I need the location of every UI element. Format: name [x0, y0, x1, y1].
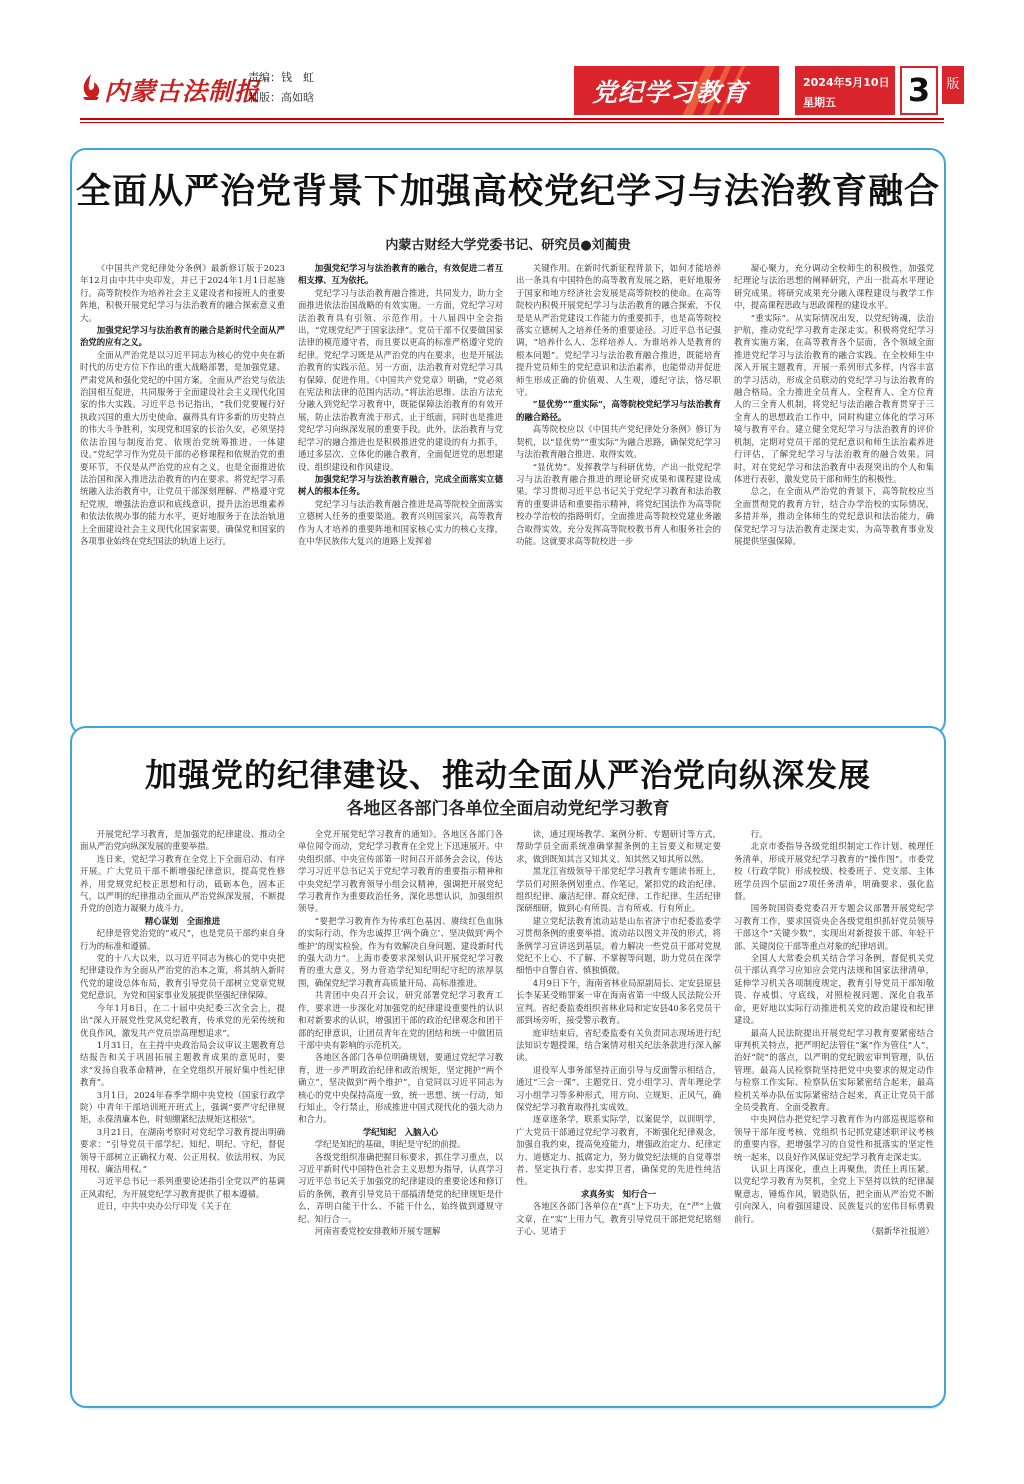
paragraph: 全国人大常委会机关结合学习条例，督促机关党员干部认真学习应知应会党内法规和国家法律清单，延伸学习机关各项制度规定，教育引导党员干部知敬畏、存戒惧、守底线，对照检视问题、深化自我革命，更好地以实际行动推进机关党的政治建设和纪律建设。	[734, 953, 934, 1026]
paragraph: 党的十八大以来，以习近平同志为核心的党中央把纪律建设作为全面从严治党的治本之策，将其纳入新时代党的建设总体布局，教育引导党员干部树立党章党规党纪意识，为党和国家事业发展提供坚强纪律保障。	[80, 953, 285, 1001]
paragraph: 连日来，党纪学习教育在全党上下全面启动、有序开展。广大党员干部不断增强纪律意识，提高党性修养，用党规党纪校正思想和行动，砥砺本色，固本正气，以严明的纪律推动全面从严治党纵深发展，不断提升党的创造力凝聚力战斗力。	[80, 853, 285, 914]
paragraph: 4月9日下午，海南省林业局原副局长、定安县原县长李某某受贿罪案一审在海南省第一中级人民法院公开宣判。省纪委监委组织省林业局和定安县40多名党员干部到场旁听，接受警示教育。	[516, 977, 721, 1026]
paragraph: 共青团中央召开会议，研究部署党纪学习教育工作，要求进一步深化对加强党的纪律建设重要性的认识和对新要求的认识，增强团干部的政治纪律观念和团干部的纪律意识，让团员青年在党的团结和统一中做团员干部中央有影响的示范机关。	[298, 990, 503, 1050]
paragraph: 高等院校应以《中国共产党纪律处分条例》修订为契机，以“显优势”“重实际”为融合思路，确保党纪学习与法治教育融合推进、取得实效。	[516, 424, 721, 460]
paragraph: 河南省委党校安排教师开展专题解	[314, 1226, 441, 1236]
issue-date: 2024年5月10日	[803, 76, 890, 89]
logo-text: 内蒙古法制报	[104, 77, 261, 106]
editor-name: 责编：钱 虹	[248, 71, 314, 84]
article1-byline: 内蒙古财经大学党委书记、研究员●刘蔺贵	[385, 238, 631, 253]
paragraph-heading: 加强党纪学习与法治教育的融合，有效促进二者互相支撑、互为依托。	[298, 263, 503, 286]
article1-column	[516, 262, 721, 726]
newspaper-logo	[80, 70, 261, 106]
paragraph: 近日，中共中央办公厅印发《关于在	[96, 1201, 231, 1212]
header-rule	[80, 118, 944, 120]
section-subheading: 精心谋划 全面推进	[144, 915, 221, 926]
paragraph: 《中国共产党纪律处分条例》最新修订版于2023年12月由中共中央印发，并已于2024年1月1日起施行。高等院校作为培养社会主义建设者和接班人的重要阵地，积极开展党纪学习与法治教育的融合探索意义重大。	[80, 263, 285, 323]
paragraph-heading: 加强党纪学习与法治教育的融合是新时代全面从严治党的应有之义。	[80, 325, 285, 348]
paragraph: 3月1日，2024年春季学期中央党校（国家行政学院）中青年干部培训班开班式上，强调“要严守纪律规矩，永葆清廉本色，时刻绷紧纪法规矩这根弦”。	[80, 1089, 285, 1125]
article1-frame	[70, 148, 946, 736]
article2-column	[516, 828, 721, 1398]
paragraph: 习近平总书记一系列重要论述指引全党以严的基调正风肃纪，为开展党纪学习教育提供了根本遵循。	[80, 1176, 285, 1199]
paragraph: 逐章逐条学，联系实际学，以案促学，以训明学，广大党员干部通过党纪学习教育，不断强化纪律观念，加强自我约束，提高免疫能力，增强政治定力、纪律定力、道德定力、抵腐定力，努力做党纪法规的自觉尊崇者、坚定执行者、忠实捍卫者，确保党的先进性纯洁性。	[516, 1114, 721, 1187]
paragraph: 读，通过现场教学、案例分析、专题研讨等方式，帮助学员全面系统准确掌握条例的主旨要义和规定要求，做到既知其言又知其义、知其然又知其所以然。	[516, 829, 721, 864]
paragraph: 庭审结束后，省纪委监委有关负责同志现场进行纪法知识专题授课，结合案情对相关纪法条款进行深入解读。	[516, 1027, 721, 1063]
paragraph: 黑龙江省级领导干部党纪学习教育专题读书班上，学员们对照条例划重点、作笔记，紧扣党的政治纪律、组织纪律、廉洁纪律、群众纪律、工作纪律、生活纪律深研细研，做到心有所畏、言有所戒、行有所止。	[516, 866, 721, 914]
paragraph: 开展党纪学习教育，是加强党的纪律建设、推动全面从严治党向纵深发展的重要举措。	[80, 829, 285, 852]
issue-weekday: 星期五	[803, 96, 836, 109]
section-banner	[574, 66, 779, 115]
section-title: 党纪学习教育	[592, 78, 749, 107]
paragraph: 北京市委指导各级党组织制定工作计划、梳理任务清单，形成开展党纪学习教育的“操作图”。市委党校（行政学院）形成校级、校委班子、党支部、主体班学员四个层面27项任务清单，明确要求、强化监督。	[734, 841, 934, 902]
paragraph: 党纪学习与法治教育融合推进是高等院校全面落实立德树人任务的重要渠道。教育兴则国家兴，高等教育作为人才培养的重要阵地和国家核心实力的核心支撑，在中华民族伟大复兴的道路上发挥着	[298, 498, 503, 546]
paragraph: “要把学习教育作为传承红色基因、赓续红色血脉的实际行动，作为忠诚捍卫‘两个确立’、坚决做到‘两个维护’的现实检验，作为有效解决自身问题、建设新时代的强大动力”。上海市委要求深刻认识开展党纪学习教育的重大意义，努力营造学纪知纪明纪守纪的浓厚氛围，确保党纪学习教育高质量开局、高标准推进。	[298, 915, 503, 988]
date-box	[795, 66, 895, 115]
article1-title: 全面从严治党背景下加强高校党纪学习与法治教育融合	[75, 171, 940, 212]
paragraph: 凝心聚力，充分调动全校师生的积极性，加强党纪理论与法治思想的阐释研究，产出一批高水平理论研究成果。将研究成果充分融入课程建设与教学工作中，提高课程思政与思政课程的建设水平。	[734, 263, 934, 311]
flame-logo-icon	[80, 73, 102, 101]
paragraph: 学纪是知纪的基础，明纪是守纪的前提。	[314, 1139, 466, 1150]
article2-column	[80, 828, 285, 1398]
paragraph-heading: 加强党纪学习与法治教育融合，完成全面落实立德树人的根本任务。	[298, 473, 503, 497]
paragraph: 中央网信办把党纪学习教育作为内部巡视巡察和领导干部年度考核、党组织书记抓党建述职评议考核的重要内容，把增强学习的自觉性和抵落实的坚定性统一起来，以良好作风保证党纪学习教育走深走实。	[734, 1114, 934, 1162]
paragraph: 各地区各部门各单位明确规划，要通过党纪学习教育，进一步严明政治纪律和政治规矩，坚定拥护“两个确立”，坚决做到“两个维护”，自觉同以习近平同志为核心的党中央保持高度一致，统一思想、统一行动，知行知止，令行禁止，形成推进中国式现代化的强大动力和合力。	[298, 1052, 503, 1125]
paragraph: 总之，在全面从严治党的背景下，高等院校应当全面贯彻党的教育方针，结合办学治校的实际情况，多措并举，推动全体师生的党纪意识和法治能力，确保党纪学习与法治教育走深走实，为高等教育事业发展提供坚强保障。	[734, 486, 934, 546]
paragraph: 认识上再深化，重点上再聚焦，责任上再压紧。以党纪学习教育为契机，全党上下坚持以铁的纪律凝聚意志，锤炼作风，锻造队伍，把全面从严治党不断引向深入，向着强国建设、民族复兴的宏伟目标勇毅前行。	[734, 1163, 934, 1224]
paragraph: 1月31日，在主持中央政治局会议审议主题教育总结报告和关于巩固拓展主题教育成果的意见时，要求“发扬自我革命精神，在全党组织开展好集中性纪律教育”。	[80, 1039, 285, 1088]
page-number: 3	[900, 66, 938, 115]
paragraph: 退役军人事务部坚持正面引导与反面警示相结合，通过“三会一课”、主题党日、党小组学习、青年理论学习小组学习等多种形式，用方向、立规矩、正风气，确保党纪学习教育取得扎实成效。	[516, 1064, 721, 1112]
source-note: （据新华社报道）	[867, 1226, 934, 1236]
article2-column	[298, 828, 503, 1398]
paragraph: “显优势”。发挥教学与科研优势，产出一批党纪学习与法治教育融合推进的理论研究成果和课程建设成果。学习贯彻习近平总书记关于党纪学习教育和法治教育的重要讲话和重要指示精神，将党纪国法作为高等院校办学治校的指路明灯，全面推进高等院校党建业务融合取得实效，充分发挥高等院校教书育人和服务社会的功能。这就要求高等院校进一步	[516, 461, 721, 546]
paragraph: 行。	[750, 829, 768, 839]
paragraph: 各地区各部门各单位在“真”上下功夫，在“严”上做文章，在“实”上用力气，教育引导党员干部把党纪铭刻于心、见诸于	[516, 1201, 721, 1236]
article2-frame	[70, 726, 946, 1408]
paragraph: “重实际”。从实际情况出发，以党纪铸魂，法治护航，推动党纪学习教育走深走实。积极将党纪学习教育实施方案，在高等教育各个层面，各个领域全面推进党纪学习与法治教育的融合实践。在全校师生中深入开展主题教育，开展一系列形式多样，内容丰富的学习活动，形成全员联动的党纪学习与法治教育的融合格局。全力推进全员育人、全程育人、全方位育人的三全育人机制，将党纪与法治融合教育贯穿于三全育人的思想政治工作中，同时构建立体化的学习环境与教育平台。建立健全党纪学习与法治教育的评价机制，定期对党员干部的党纪意识和师生法治素养进行评估，了解党纪学习与法治教育的融合效果。同时，对在党纪学习和法治教育中表现突出的个人和集体进行表彰，激发党员干部和师生的积极性。	[734, 312, 934, 484]
article2-subtitle: 各地区各部门各单位全面启动党纪学习教育	[346, 799, 670, 819]
masthead	[0, 0, 1024, 128]
paragraph: 3月21日，在湖南考察时对党纪学习教育提出明确要求：“引导党员干部学纪、知纪、明纪、守纪，督促领导干部树立正确权力观、公正用权、依法用权、为民用权、廉洁用权。”	[80, 1126, 285, 1174]
article1-column	[298, 262, 503, 726]
paragraph: 各级党组织准确把握目标要求，抓住学习重点，以习近平新时代中国特色社会主义思想为指导，认真学习习近平总书记关于加强党的纪律建设的重要论述和修订后的条例，教育引导党员干部搞清楚党的纪律规矩是什么，弄明白能干什么、不能干什么，始终做到遵规守纪、知行合一。	[298, 1151, 503, 1224]
paragraph: 关键作用。在新时代新征程背景下，如何才能培养出一条具有中国特色的高等教育发展之路，更好地服务于国家和地方经济社会发展是高等院校的使命。在高等院校内积极开展党纪学习与法治教育的融合探索，不仅是是从严治党建设工作能力的重要抓手，也是高等院校落实立德树人之培养任务的重要途径。习近平总书记强调，“培养什么人、怎样培养人、为谁培养人是教育的根本问题”。党纪学习与法治教育融合推进，既能培育提升党员师生的党纪意识和法治素养，也能带动并促进师生形成正确的价值观、人生观，遵纪守法，恪尽职守。	[516, 263, 721, 398]
maker-name: 制版：高如晗	[248, 91, 314, 104]
paragraph: 党纪学习与法治教育融合推进，共同发力，助力全面推进依法治国战略的有效实施。一方面，党纪学习对法治教育具有引领、示范作用。十八届四中全会指出，“党规党纪严于国家法律”。党员干部不仅要做国家法律的模范遵守者，而且要以更高的标准严格遵守党的纪律。党纪学习既是从严治党的内在要求，也是开展法治教育的实践示范。另一方面，法治教育对党纪学习具有保障、促进作用。《中国共产党党章》明确，“党必须在宪法和法律的范围内活动。”将法治思维、法治方法充分融入到党纪学习教育中，既能保障法治教育的有效开展，防止法治教育流于形式，止于纸面，同时也是推进党纪学习向纵深发展的重要手段。此外，法治教育与党纪学习的融合推进也是积极推进党的建设的有力抓手，通过多层次、立体化的融合教育，全面促进党的思想建设、组织建设和作风建设。	[298, 287, 503, 472]
article2-title: 加强党的纪律建设、推动全面从严治党向纵深发展	[144, 756, 871, 794]
paragraph: 最高人民法院提出开展党纪学习教育要紧密结合审判机关特点，把严明纪法管住“案”作为管住“人”，治好“院”的落点，以严明的党纪锻宏审判管理，队伍管理。最高人民检察院坚持把党中央要求的规定动作与检察工作实际、检察队伍实际紧密结合起来，最高检机关举办队伍实际紧密结合起来，真正让党员干部全员受教育、全面受教育。	[734, 1027, 934, 1112]
paragraph-heading: “显优势”“重实际”，高等院校党纪学习与法治教育的融合路径。	[516, 399, 721, 422]
article1-column	[80, 262, 285, 726]
article1-column	[734, 262, 934, 726]
paragraph: 纪律是管党治党的“戒尺”，也是党员干部约束自身行为的标准和遵循。	[80, 928, 285, 951]
section-subheading: 学纪知纪 入脑入心	[362, 1126, 439, 1137]
paragraph: 全党开展党纪学习教育的通知》。各地区各部门各单位闻令而动，党纪学习教育在全党上下迅速展开。中央组织部、中央宣传部第一时间召开部务会会议，传达学习习近平总书记关于党纪学习教育的重要指示精神和中央党纪学习教育领导小组会议精神，强调把开展党纪学习教育作为重要政治任务，深化思想认识，加强组织领导。	[298, 829, 503, 914]
paragraph: 国务院国资委党委召开专题会议部署开展党纪学习教育工作，要求国资央企各级党组织抓好党员领导干部这个“关键少数”，实现出对新提拔干部、年轻干部、关键岗位干部等重点对象的纪律培训。	[734, 903, 934, 951]
page-label: 版	[942, 66, 964, 104]
editor-credits	[248, 68, 314, 108]
section-subheading: 求真务实 知行合一	[580, 1188, 657, 1199]
paragraph: 全面从严治党是以习近平同志为核心的党中央在新时代的历史方位下作出的重大战略部署，是加强党建、严肃党风和强化党纪的中国方案。全面从严治党与依法治国相互促进，共同服务于全面建设社会主义现代化国家的伟大实践。习近平总书记指出，“我们党要履行好执政兴国的重大历史使命、赢得具有许多新的历史特点的伟大斗争胜利，实现党和国家的长治久安，必须坚持依法治国与制度治党、依规治党统筹推进、一体建设。”党纪学习作为党员干部的必修课程和依规治党的重要环节，不仅是从严治党的应有之义，也是全面推进依法治国和深入推进法治教育的内在要求。将党纪学习系统融入法治教育中，让党员干部深刻理解、严格遵守党纪党规，增强法治意识和底线意识，提升法治思维素养和依法依规办事的能力水平，更好地服务于在法治轨道上全面建设社会主义现代化国家需要，确保党和国家的各项事业始终在党纪国法的轨道上运行。	[80, 349, 285, 546]
article2-column	[734, 828, 934, 1398]
paragraph: 今年1月8日，在二十届中央纪委三次全会上，提出“深入开展党性党风党纪教育，传承党的光荣传统和优良作风，激发共产党员崇高理想追求”。	[80, 1002, 285, 1038]
paragraph: 建立党纪法教育流动站是山东省济宁市纪委监委学习贯彻条例的重要举措。流动站以图文并茂的形式，将条例学习宣讲送到基层，着力解决一些党员干部对党规党纪不上心、不了解、不掌握等问题，助力党员在深学细悟中自警自省、慎独慎微。	[516, 915, 721, 976]
header-rule-thin	[80, 122, 944, 123]
